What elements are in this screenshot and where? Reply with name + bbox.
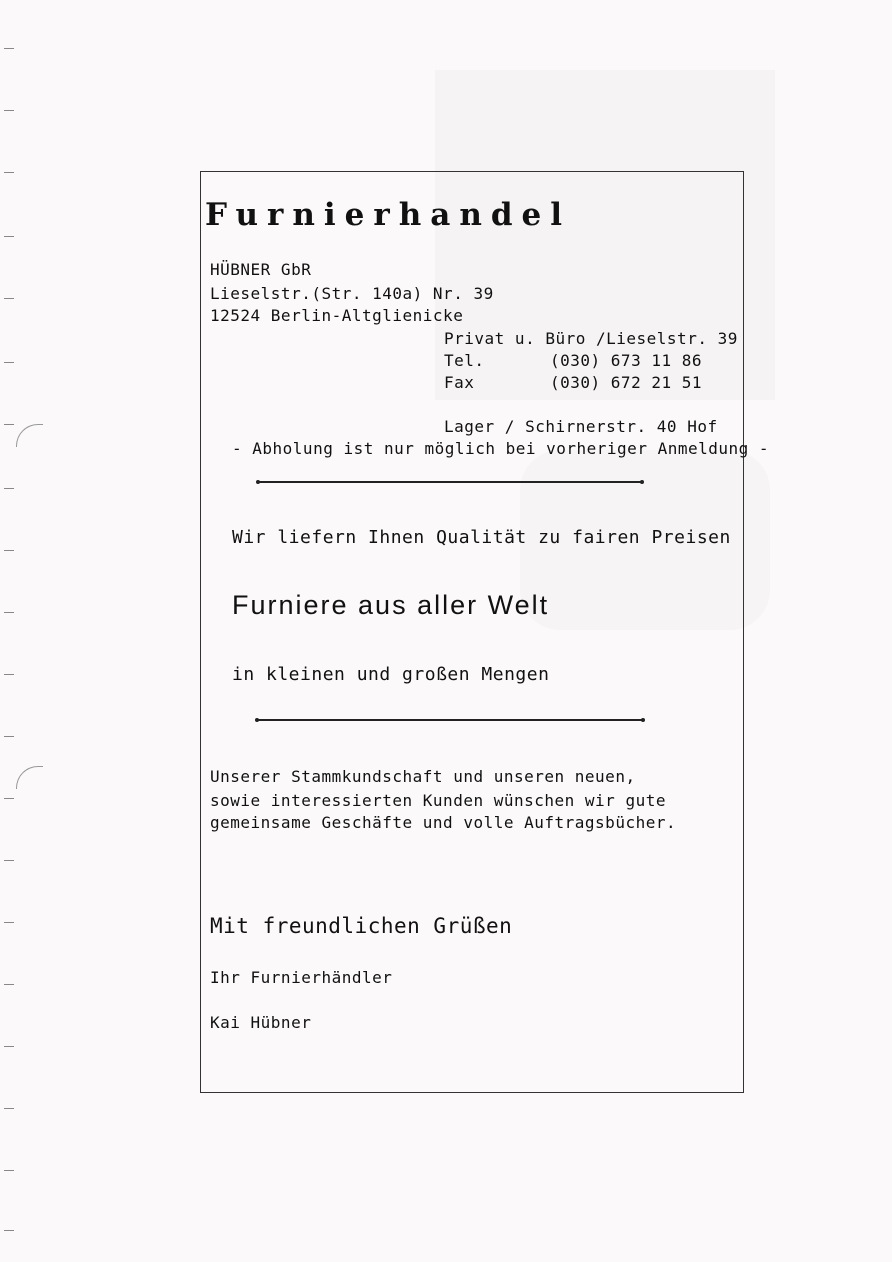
quantities-line: in kleinen und großen Mengen (232, 664, 550, 685)
binder-hole (4, 362, 14, 363)
binder-hole (4, 550, 14, 551)
binder-hole (4, 1230, 14, 1231)
company-street: Lieselstr.(Str. 140a) Nr. 39 (210, 284, 494, 303)
fax-number: (030) 672 21 51 (550, 373, 702, 392)
binder-hole (4, 984, 14, 985)
binder-hole (4, 48, 14, 49)
tel-label: Tel. (444, 351, 485, 370)
pickup-note: - Abholung ist nur möglich bei vorheriger Anmeldung - (232, 439, 770, 458)
closing-greeting: Mit freundlichen Grüßen (210, 914, 513, 938)
warehouse-address: Lager / Schirnerstr. 40 Hof (444, 417, 718, 436)
divider-line (258, 481, 642, 483)
binder-hole (4, 488, 14, 489)
binder-hole (4, 424, 14, 425)
closing-signoff: Ihr Furnierhändler (210, 968, 393, 987)
letterhead-title: Furnierhandel (205, 197, 572, 233)
binder-hole (4, 298, 14, 299)
divider-line (257, 719, 643, 721)
binder-arc (16, 766, 43, 789)
fax-label: Fax (444, 373, 475, 392)
binder-hole (4, 612, 14, 613)
binder-hole (4, 110, 14, 111)
binder-hole (4, 736, 14, 737)
quality-statement: Wir liefern Ihnen Qualität zu fairen Preisen (232, 527, 731, 548)
binder-hole (4, 674, 14, 675)
office-address: Privat u. Büro /Lieselstr. 39 (444, 329, 738, 348)
wish-line-2: sowie interessierten Kunden wünschen wir gute (210, 791, 666, 810)
binder-hole (4, 236, 14, 237)
binder-hole (4, 172, 14, 173)
signer-name: Kai Hübner (210, 1013, 312, 1032)
binder-hole (4, 1108, 14, 1109)
tel-number: (030) 673 11 86 (550, 351, 702, 370)
binder-hole (4, 860, 14, 861)
wish-line-3: gemeinsame Geschäfte und volle Auftragsbücher. (210, 813, 677, 832)
binder-hole (4, 1170, 14, 1171)
binder-hole (4, 798, 14, 799)
binder-hole (4, 922, 14, 923)
company-name: HÜBNER GbR (210, 260, 312, 279)
binder-hole (4, 1046, 14, 1047)
binder-arc (16, 424, 43, 447)
veneers-headline: Furniere aus aller Welt (232, 590, 550, 620)
wish-line-1: Unserer Stammkundschaft und unseren neuen, (210, 767, 636, 786)
company-city: 12524 Berlin-Altglienicke (210, 306, 464, 325)
